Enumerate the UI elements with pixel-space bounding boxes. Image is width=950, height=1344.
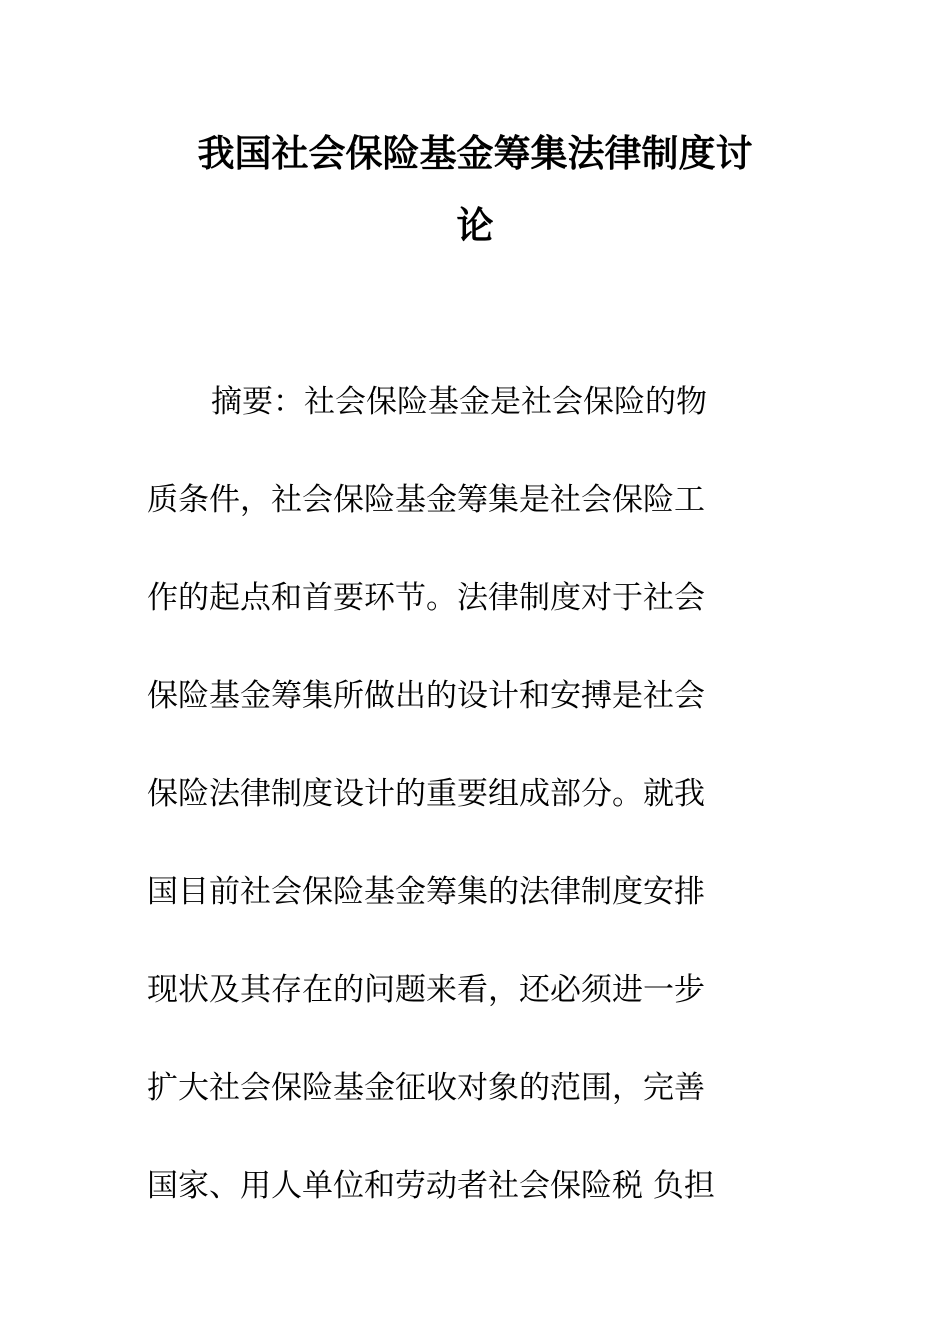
abstract-line-8: 扩大社会保险基金征收对象的范围，完善: [147, 1070, 705, 1106]
title-line-1: 我国社会保险基金筹集法律制度讨: [197, 132, 753, 175]
title-line-2: 论: [456, 204, 494, 247]
abstract-line-9: 国家、用人单位和劳动者社会保险税 负担: [147, 1168, 715, 1204]
abstract-line-6: 国目前社会保险基金筹集的法律制度安排: [147, 874, 705, 910]
abstract-line-1: 摘要：社会保险基金是社会保险的物: [211, 384, 707, 420]
document-title: [0, 122, 950, 266]
abstract-line-3: 作的起点和首要环节。法律制度对于社会: [147, 580, 705, 616]
abstract-paragraph: [147, 372, 807, 1254]
abstract-line-7: 现状及其存在的问题来看，还必须进一步: [147, 972, 705, 1008]
abstract-line-5: 保险法律制度设计的重要组成部分。就我: [147, 776, 705, 812]
abstract-line-4: 保险基金筹集所做出的设计和安搏是社会: [147, 678, 705, 714]
abstract-line-2: 质条件，社会保险基金筹集是社会保险工: [147, 482, 705, 518]
